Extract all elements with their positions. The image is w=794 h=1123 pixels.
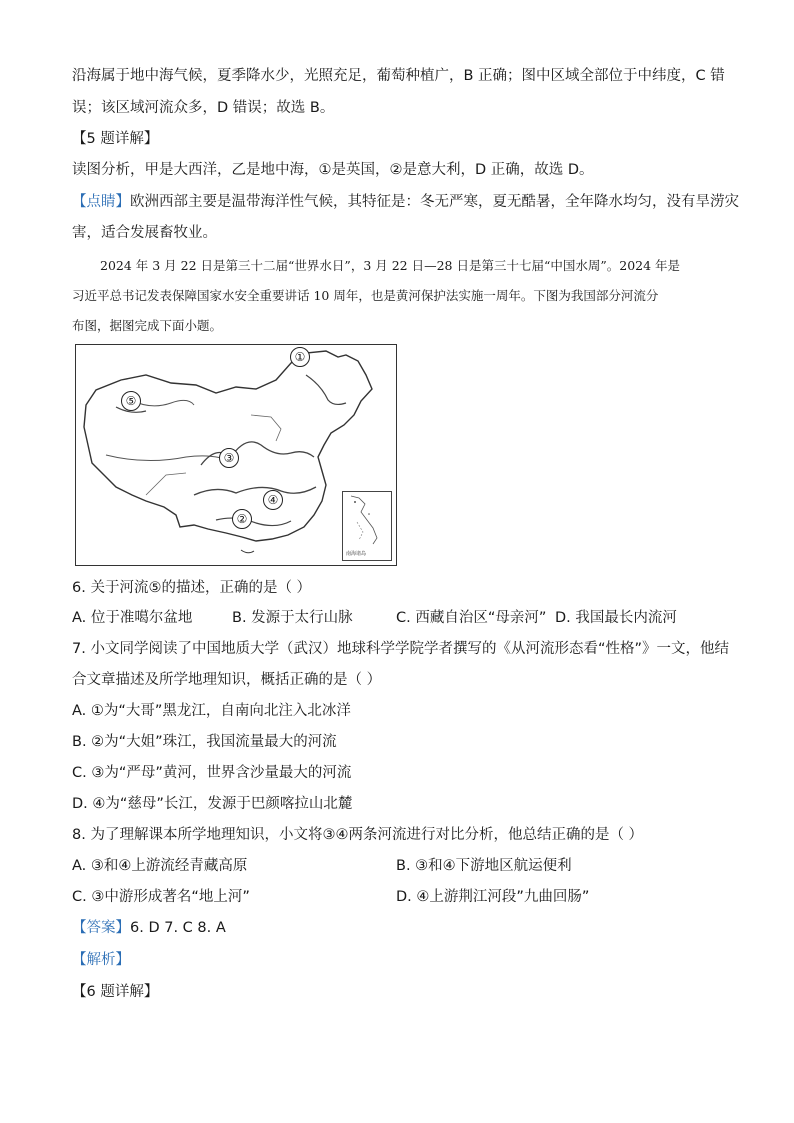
tip-tag: 【点睛】 [72, 194, 130, 210]
inset-label: 南海诸岛 [346, 551, 367, 557]
china-river-map [75, 344, 397, 566]
analysis-tag: 【解析】 [72, 952, 130, 968]
question-6-option-b: B. 发源于太行山脉 [232, 610, 353, 626]
tip-text: 欧洲西部主要是温带海洋性气候，其特征是：冬无严寒，夏无酷暑，全年降水均匀，没有旱涝灾 [130, 194, 739, 210]
question-8-option-c: C. ③中游形成著名“地上河” [72, 889, 250, 905]
answer-tag: 【答案】 [72, 920, 130, 936]
question-8-option-a: A. ③和④上游流经青藏高原 [72, 858, 248, 874]
map-label-3: ③ [219, 448, 239, 468]
question-6-option-a: A. 位于准噶尔盆地 [72, 610, 193, 626]
intro-line: 习近平总书记发表保障国家水安全重要讲话 10 周年，也是黄河保护法实施一周年。下图为我国部分河流分 [72, 288, 659, 303]
paragraph-line: 读图分析，甲是大西洋，乙是地中海，①是英国，②是意大利，D 正确，故选 D。 [72, 162, 594, 178]
question-7-option-b: B. ②为“大姐”珠江，我国流量最大的河流 [72, 734, 337, 750]
inset-outline [343, 492, 391, 560]
map-label-5: ⑤ [121, 391, 141, 411]
paragraph-line: 沿海属于地中海气候，夏季降水少，光照充足，葡萄种植广，B 正确；图中区域全部位于中纬度，C 错 [72, 68, 725, 84]
question-7-stem: 7. 小文同学阅读了中国地质大学（武汉）地球科学学院学者撰写的《从河流形态看“性格”》一文，他结 [72, 641, 729, 657]
question-8-option-d: D. ④上游荆江河段”九曲回肠” [396, 889, 590, 905]
section-heading-q6: 【6 题详解】 [72, 984, 159, 1000]
question-7-option-c: C. ③为“严母”黄河，世界含沙量最大的河流 [72, 765, 352, 781]
section-heading-q5: 【5 题详解】 [72, 131, 159, 147]
question-8-option-b: B. ③和④下游地区航运便利 [396, 858, 572, 874]
map-label-1: ① [290, 347, 310, 367]
answer-text: 6. D 7. C 8. A [130, 920, 226, 936]
map-label-4: ④ [263, 490, 283, 510]
question-6-option-d: D. 我国最长内流河 [555, 610, 677, 626]
tip-paragraph [72, 192, 739, 212]
question-6-option-c: C. 西藏自治区“母亲河” [396, 610, 547, 626]
answer-line [72, 918, 226, 938]
question-7-stem: 合文章描述及所学地理知识，概括正确的是（ ） [72, 672, 382, 688]
map-label-2: ② [232, 509, 252, 529]
question-6-stem: 6. 关于河流⑤的描述，正确的是（ ） [72, 580, 312, 596]
intro-line: 布图，据图完成下面小题。 [72, 318, 223, 333]
paragraph-line: 害，适合发展畜牧业。 [72, 225, 217, 241]
paragraph-line: 误；该区域河流众多，D 错误；故选 B。 [72, 100, 335, 116]
question-7-option-d: D. ④为“慈母”长江，发源于巴颜喀拉山北麓 [72, 796, 353, 812]
intro-line: 2024 年 3 月 22 日是第三十二届“世界水日”，3 月 22 日—28 日是第三十七届“中国水周”。2024 年是 [100, 258, 681, 273]
south-china-sea-inset [342, 491, 392, 561]
question-8-stem: 8. 为了理解课本所学地理知识，小文将③④两条河流进行对比分析，他总结正确的是（ ） [72, 827, 644, 843]
question-7-option-a: A. ①为“大哥”黑龙江，自南向北注入北冰洋 [72, 703, 351, 719]
